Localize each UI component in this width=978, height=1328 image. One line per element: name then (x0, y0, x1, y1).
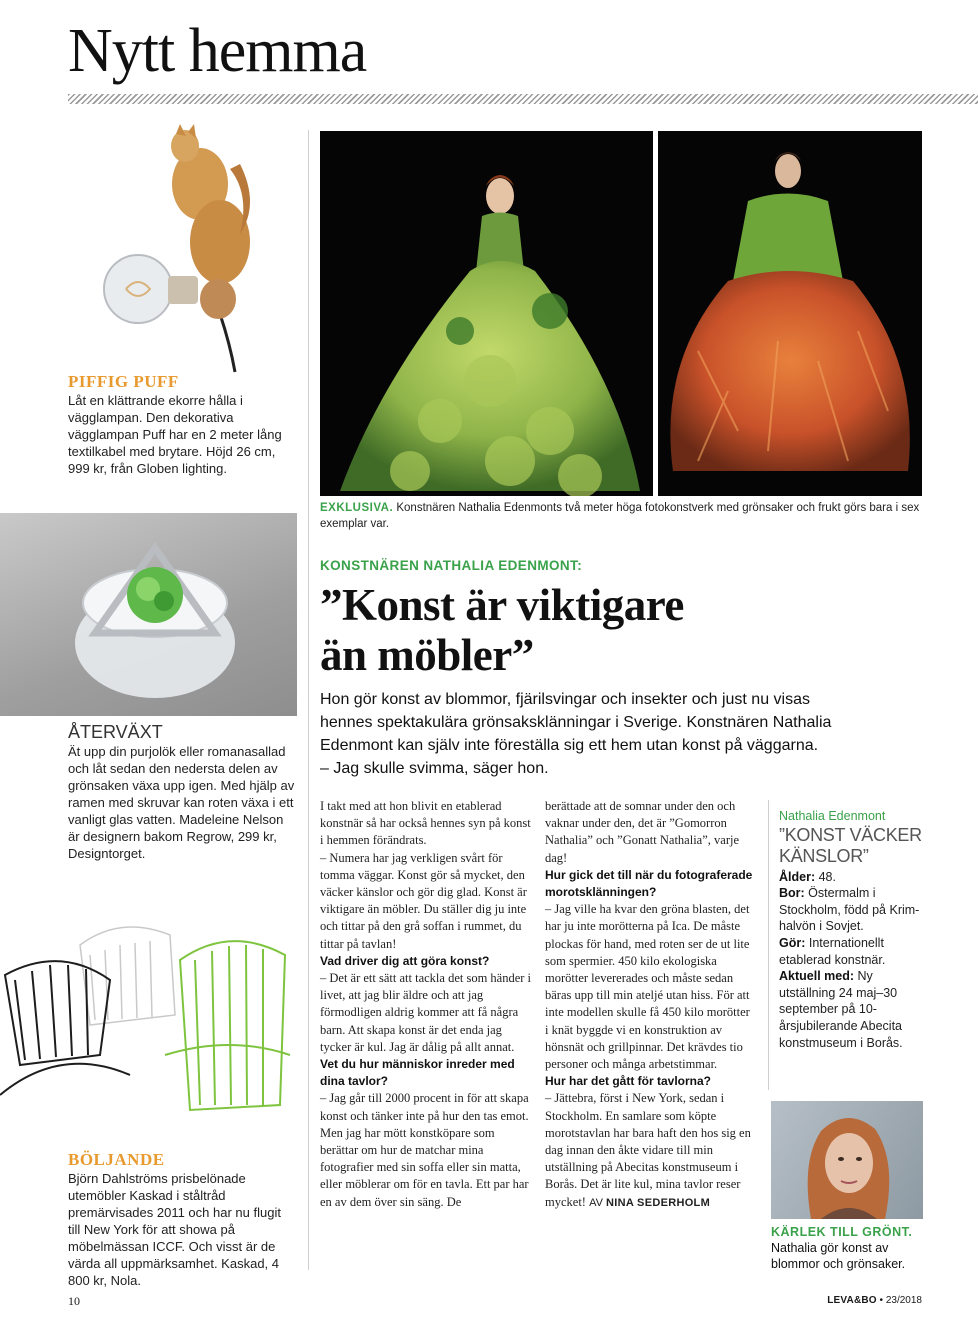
row-value: Ny utställning 24 maj–30 september på 10-årsjubilerande Abecita konstmuseum i Borås. (779, 969, 903, 1050)
wire-chairs-icon (0, 905, 300, 1155)
page-number: 10 (68, 1294, 80, 1308)
interview-question: Hur har det gått för tavlorna? (545, 1074, 712, 1089)
article-kicker: KONSTNÄREN NATHALIA EDENMONT: (320, 558, 583, 573)
article-column-2 (545, 798, 753, 1212)
product-puff (68, 372, 296, 477)
product-text: Låt en klättrande ekorre hålla i vägglampan. Den dekorativa vägglampan Puff har en 2 meter lång textilkabel med brytare. Höjd 26 cm, 999 kr, från Globen lighting. (68, 393, 282, 476)
body-paragraph: berättade att de somnar under den och vaknar under den, det är ”Gomorron Nathalia” och ”Gonatt Nathalia”, varje dag! (545, 799, 740, 865)
interview-question: Vet du hur människor inreder med dina tavlor? (320, 1057, 515, 1089)
factbox-row-current (779, 968, 929, 1051)
portrait-caption-lead: KÄRLEK TILL GRÖNT. (771, 1225, 913, 1239)
factbox-name: Nathalia Edenmont (779, 809, 886, 823)
interview-question: Hur gick det till när du fotograferade morotsklänningen? (545, 867, 753, 900)
photo-caption (320, 500, 922, 532)
body-paragraph: – Numera har jag verkligen svårt för tomma väggar. Konst gör så mycket, den väcker känslor och gör dig glad. Konst är viktigare än möbler. Du ställer dig ju inte och tittar på den grå soffan i rummet, du tittar på tavlan! (320, 850, 527, 951)
factbox-row-age (779, 869, 929, 886)
row-label: Bor: (779, 886, 805, 901)
byline (589, 1197, 710, 1209)
row-label: Gör: (779, 935, 806, 950)
product-text: Björn Dahlströms prisbelönade utemöbler Kaskad i ståltråd premärvisades 2011 och har nu flugit till New York för att showa på möbelmässan ICCF. Och visst är de värda all uppmärksamhet. Kaskad, 4 800 kr, Nola. (68, 1171, 281, 1288)
product-heading: PIFFIG PUFF (68, 372, 179, 391)
byline-name: NINA SEDERHOLM (606, 1196, 711, 1209)
carrot-dress-photo (658, 131, 922, 496)
headline-line: än möbler” (320, 630, 534, 680)
byline-prefix: AV (589, 1196, 603, 1209)
issue-number: • 23/2018 (876, 1295, 922, 1306)
factbox-divider (768, 800, 769, 1090)
quote-line: KÄNSLOR” (779, 845, 869, 866)
body-paragraph: – Jag går till 2000 procent in för att skapa konst och tänker inte på hur den tas emot. Men jag har mött konstköpare som berättar om hur de matchar mina fotografier med sin soffa eller sin matta, eller möblerar om för en tavla. Ett par har en av dem över sin säng. De (320, 1091, 529, 1209)
artist-portrait (771, 1101, 923, 1219)
issue-info (827, 1295, 922, 1306)
portrait-caption (771, 1224, 931, 1272)
factbox (779, 808, 929, 1051)
hatched-divider (68, 94, 978, 104)
product-heading: ÅTERVÄXT (68, 722, 163, 742)
body-paragraph: – Det är ett sätt att tackla det som händer i livet, att jag blir äldre och att jag förmodligen aldrig kommer att få några barn. Att skapa konst är det enda jag tycker är kul. Jag är dålig på allt annat. (320, 971, 532, 1054)
article-ingress (320, 688, 920, 780)
column-divider (308, 130, 309, 1270)
row-label: Aktuell med: (779, 969, 855, 984)
squirrel-lamp-icon (90, 124, 260, 374)
body-text: – Jättebra, först i New York, sedan i Stockholm. En samlare som köpte morotstavlan har bara haft den hos sig en dag innan den åkte vidare till min utställning på Abecitas konstmuseum i Borås. Det är lite kul, mina tavlor reser mycket! (545, 1091, 751, 1209)
green-dress-photo (320, 131, 653, 496)
regrow-glass-icon (0, 513, 297, 716)
product-heading: BÖLJANDE (68, 1150, 165, 1169)
row-label: Ålder: (779, 869, 816, 884)
ingress-line: – Jag skulle svimma, säger hon. (320, 760, 549, 777)
article-headline (320, 580, 920, 680)
product-regrow (68, 722, 296, 862)
headline-line: ”Konst är viktigare (320, 580, 684, 630)
ingress-line: hennes spektakulära grönsaksklänningar i Sverige. Konstnären Nathalia (320, 714, 832, 731)
product-text: Ät upp din purjolök eller romanasallad och låt sedan den nedersta delen av grönsaken växa upp igen. Med hjälp av ramen med skruvar kan roten växa i ett vanligt glas vatten. Madeleine Nelson är designern bakom Regrow, 299 kr, Designtorget. (68, 744, 295, 861)
body-paragraph: I takt med att hon blivit en etablerad konstnär så har också hennes syn på konst i hemmen förändrats. (320, 799, 531, 848)
row-value: Östermalm i Stockholm, född på Krim-halvön i Sovjet. (779, 886, 920, 934)
ingress-line: Edenmont kan själv inte föreställa sig ett hem utan konst på väggarna. (320, 737, 819, 754)
factbox-row-work (779, 935, 929, 968)
factbox-quote (779, 825, 929, 867)
body-paragraph (545, 1090, 753, 1211)
quote-line: ”KONST VÄCKER (779, 824, 922, 845)
portrait-caption-text: Nathalia gör konst av blommor och grönsaker. (771, 1241, 906, 1271)
ingress-line: Hon gör konst av blommor, fjärilsvingar och insekter och just nu visas (320, 691, 810, 708)
section-title: Nytt hemma (68, 17, 367, 85)
caption-lead: EXKLUSIVA. (320, 502, 394, 514)
row-value: Internationellt etablerad konstnär. (779, 935, 886, 967)
product-kaskad (68, 1150, 296, 1289)
caption-text: Konstnären Nathalia Edenmonts två meter höga fotokonstverk med grönsaker och frukt görs bara i sex exemplar var. (320, 502, 920, 530)
factbox-row-home (779, 885, 929, 935)
body-paragraph: – Jag ville ha kvar den gröna blasten, det har ju inte morötterna på Ica. De måste plockas för hand, med roten ser de ut lite som spermier. 450 kilo ekologiska morötter levererades och måste sedan bäras upp till min ateljé utan hiss. För att inte modellen skulle få 450 kilo morötter i knät byggde vi en konstruktion av hönsnät och grillpinnar. Det krävdes tio personer och många arbetstimmar. (545, 902, 750, 1072)
row-value: 48. (815, 869, 836, 884)
article-column-1 (320, 798, 532, 1211)
magazine-name: LEVA&BO (827, 1295, 877, 1306)
interview-question: Vad driver dig att göra konst? (320, 953, 490, 968)
